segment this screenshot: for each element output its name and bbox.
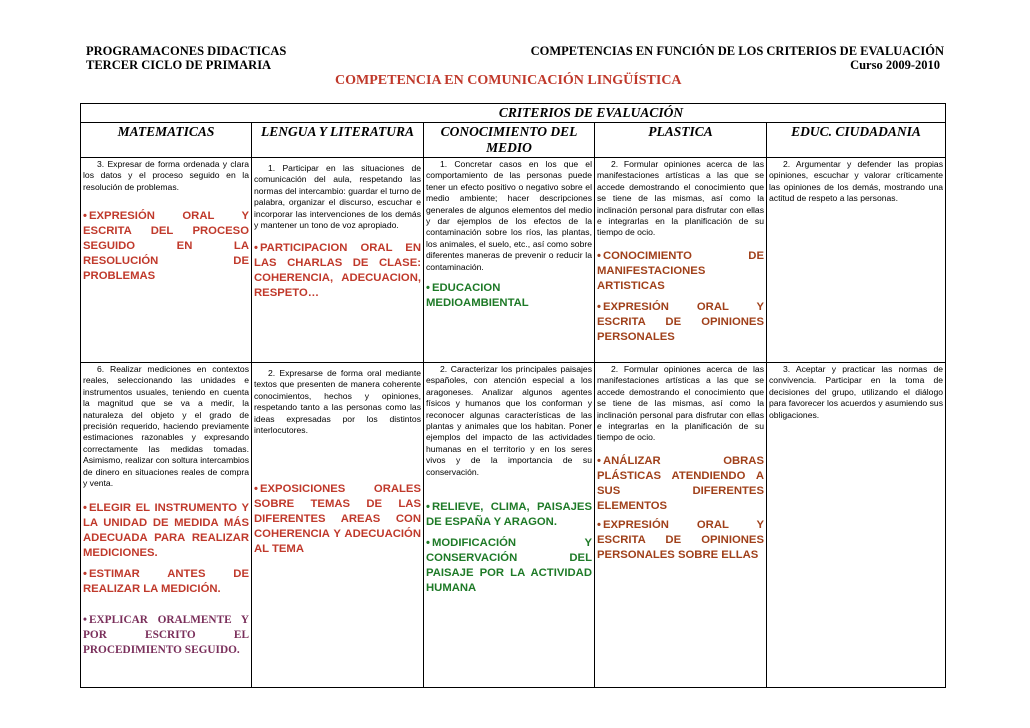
table-row [81, 363, 946, 688]
competence-item: • ELEGIR EL INSTRUMENTO Y LA UNIDAD DE MEDIDA MÁS ADECUADA PARA REALIZAR MEDICIONES. [83, 501, 249, 561]
cell-medio [424, 363, 595, 688]
header-left-line2: TERCER CICLO DE PRIMARIA [86, 58, 272, 72]
col-header-ciudadania: EDUC. CIUDADANIA [767, 123, 946, 158]
criterion-text: 2. Argumentar y defender las propias opiniones, escuchar y valorar críticamente las opiniones de los demás, mostrando una actitud de respeto a las personas. [769, 159, 944, 204]
header-right-line1: COMPETENCIAS EN FUNCIÓN DE LOS CRITERIOS DE EVALUACIÓN [530, 44, 944, 58]
competence-item: • EXPRESIÓN ORAL Y ESCRITA DE OPINIONES PERSONALES [597, 300, 764, 345]
col-header-plastica: PLASTICA [595, 123, 767, 158]
column-header-row [81, 123, 946, 158]
cell-ciudadania [767, 158, 946, 363]
criterion-text: 2. Formular opiniones acerca de las manifestaciones artísticas a las que se accede demostrando el conocimiento que se tiene de las mismas, así como la inclinación personal para disfrutar con ellas e integrarlas en la planificación de su tiempo de ocio. [597, 159, 764, 238]
competence-item: • EXPLICAR ORALMENTE Y POR ESCRITO EL PROCEDIMIENTO SEGUIDO. [83, 613, 249, 658]
competence-item: • EXPRESIÓN ORAL Y ESCRITA DEL PROCESO SEGUIDO EN LA RESOLUCIÓN DE PROBLEMAS [83, 209, 249, 284]
competence-item: • PARTICIPACION ORAL EN LAS CHARLAS DE CLASE: COHERENCIA, ADECUACION, RESPETO… [254, 241, 421, 301]
col-header-medio: CONOCIMIENTO DEL MEDIO [424, 123, 595, 158]
competence-item: • EDUCACION MEDIOAMBIENTAL [426, 281, 592, 311]
header-right-line2: Curso 2009-2010 [850, 58, 940, 72]
competence-item: • RELIEVE, CLIMA, PAISAJES DE ESPAÑA Y ARAGON. [426, 500, 592, 530]
competence-item: • CONOCIMIENTO DE MANIFESTACIONES ARTISTICAS [597, 249, 764, 294]
criterion-text: 6. Realizar mediciones en contextos reales, seleccionando las unidades e instrumentos usuales, teniendo en cuenta la magnitud que se va a medir, la naturaleza del objeto y el grado de precisión requerido, haciendo previamente estimaciones razonables y expresando correctamente las medidas tomadas. Asimismo, realizar con soltura intercambios de dinero en situaciones reales de compra y venta. [83, 364, 249, 489]
competence-item: • EXPOSICIONES ORALES SOBRE TEMAS DE LAS DIFERENTES AREAS CON COHERENCIA Y ADECUACIÓN AL TEMA [254, 482, 421, 557]
criterion-text: 3. Aceptar y practicar las normas de convivencia. Participar en la toma de decisiones del grupo, utilizando el diálogo para favorecer los acuerdos y asumiendo sus obligaciones. [769, 364, 944, 420]
criterion-text: 2. Formular opiniones acerca de las manifestaciones artísticas a las que se accede demostrando el conocimiento que se tiene de las mismas, así como la inclinación personal para disfrutar con ellas e integrarlas en la planificación de su tiempo de ocio. [597, 364, 764, 443]
criterion-text: 1. Concretar casos en los que el comportamiento de las personas puede tener un efecto positivo o negativo sobre el medio ambiente; hacer descripciones generales de algunos elementos del medio y dar ejemplos de los efectos de la contaminación sobre los ríos, las plantas, los animales, el suelo, etc., así como sobre diferentes maneras de prevenir o reducir la contaminación. [426, 159, 592, 272]
cell-lengua [252, 363, 424, 688]
cell-plastica [595, 363, 767, 688]
competence-item: • MODIFICACIÓN Y CONSERVACIÓN DEL PAISAJE POR LA ACTIVIDAD HUMANA [426, 536, 592, 596]
header-left-line1: PROGRAMACONES DIDACTICAS [86, 44, 287, 58]
cell-lengua [252, 158, 424, 363]
table-row [81, 158, 946, 363]
cell-medio [424, 158, 595, 363]
page-title: COMPETENCIA EN COMUNICACIÓN LINGÜÍSTICA [335, 73, 682, 88]
competence-item: • EXPRESIÓN ORAL Y ESCRITA DE OPINIONES PERSONALES SOBRE ELLAS [597, 518, 764, 563]
cell-plastica [595, 158, 767, 363]
criterion-text: 2. Caracterizar los principales paisajes españoles, con atención especial a los aragoneses. Analizar algunos agentes físicos y humanos que los conforman y reconocer algunas características de las plantas y animales que los habitan. Poner ejemplos del impacto de las actividades humanas en el territorio y en los seres vivos y de la importancia de su conservación. [426, 364, 592, 477]
competence-item: • ESTIMAR ANTES DE REALIZAR LA MEDICIÓN. [83, 567, 249, 597]
criteria-header-row [81, 104, 946, 123]
criteria-table [80, 103, 946, 688]
criterion-text: 1. Participar en las situaciones de comunicación del aula, respetando las normas del intercambio: guardar el turno de palabra, organizar el discurso, escuchar e incorporar las intervenciones de los demás y mantener un tono de voz apropiado. [254, 163, 421, 231]
col-header-lengua: LENGUA Y LITERATURA [252, 123, 424, 158]
col-header-matematicas: MATEMATICAS [81, 123, 252, 158]
criterion-text: 3. Expresar de forma ordenada y clara los datos y el proceso seguido en la resolución de problemas. [83, 159, 249, 192]
criteria-header [81, 104, 946, 123]
criterion-text: 2. Expresarse de forma oral mediante textos que presenten de manera coherente conocimientos, hechos y opiniones, respetando tanto a las personas como las ideas expresadas por los distintos interlocutores. [254, 368, 421, 436]
criteria-header-label: CRITERIOS DE EVALUACIÓN [498, 105, 684, 120]
cell-ciudadania [767, 363, 946, 688]
competence-item: • ANÁLIZAR OBRAS PLÁSTICAS ATENDIENDO A SUS DIFERENTES ELEMENTOS [597, 454, 764, 514]
cell-matematicas [81, 158, 252, 363]
cell-matematicas [81, 363, 252, 688]
